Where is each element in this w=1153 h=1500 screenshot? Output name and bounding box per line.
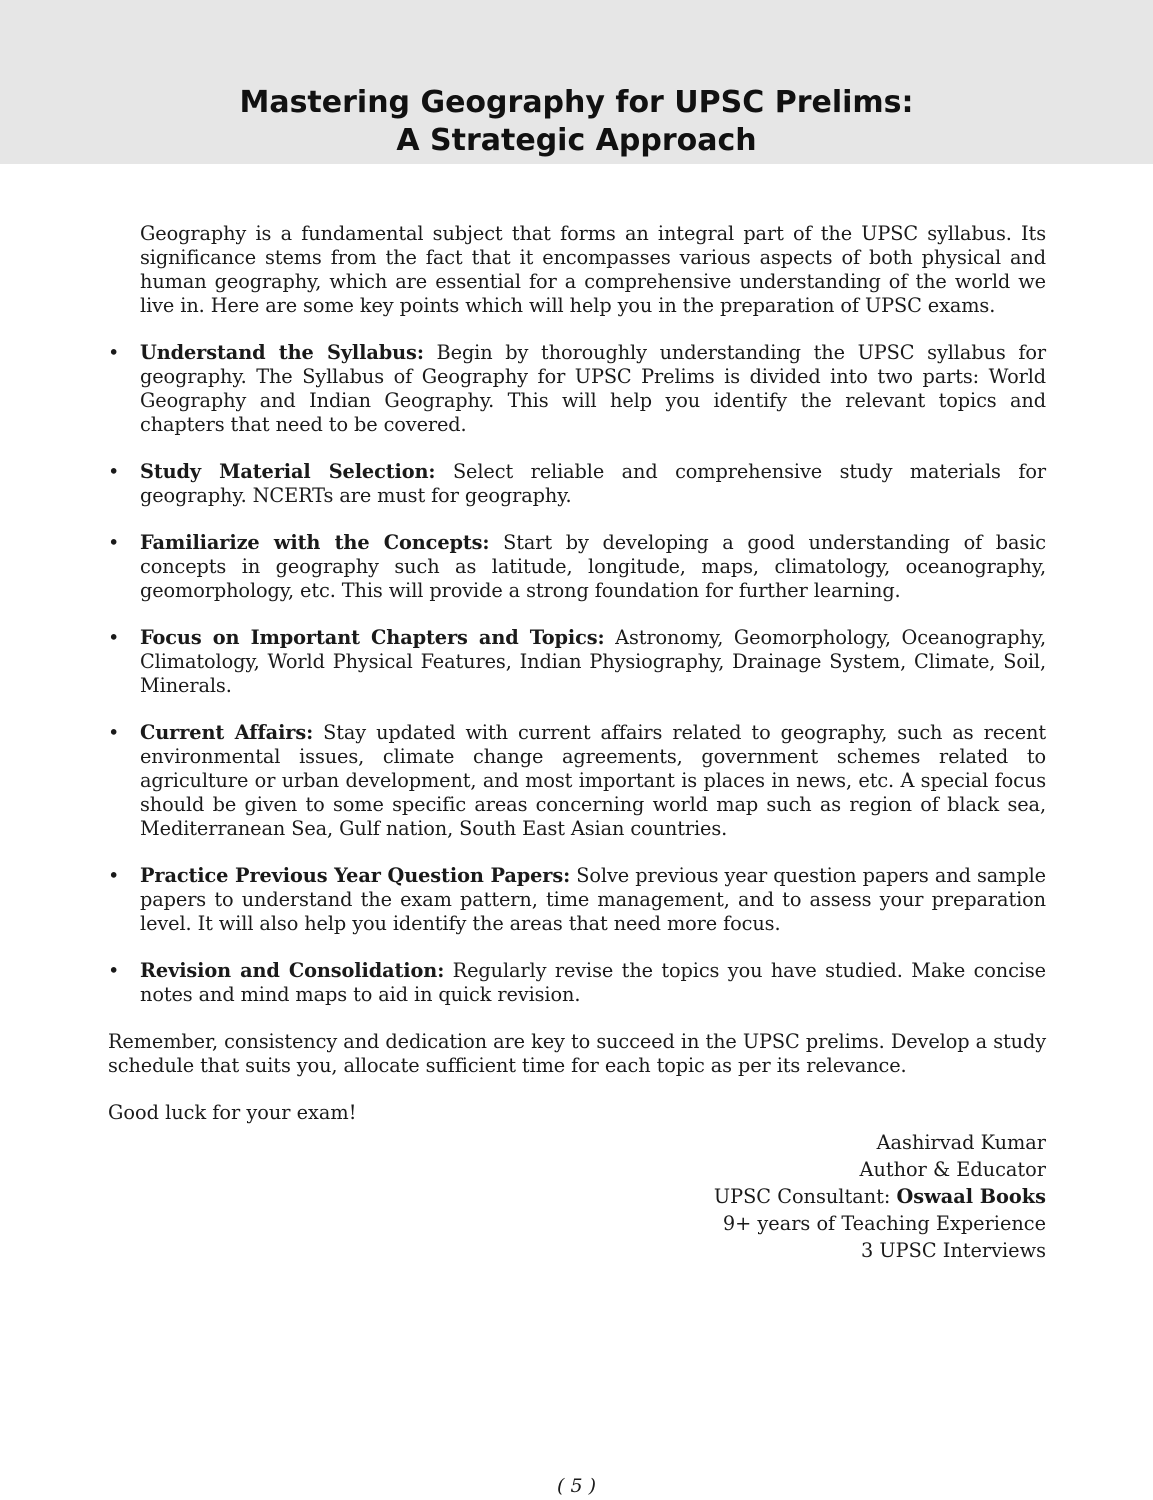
point-term: Focus on Important Chapters and Topics:	[140, 626, 605, 649]
bullet-icon: •	[108, 341, 120, 364]
point-term: Understand the Syllabus:	[140, 341, 424, 364]
bullet-icon: •	[108, 460, 120, 483]
author-signature-block	[108, 1129, 1046, 1264]
consultant-prefix: UPSC Consultant:	[713, 1185, 897, 1208]
consultant-org: Oswaal Books	[896, 1185, 1046, 1208]
list-item	[108, 626, 1046, 698]
list-item	[108, 864, 1046, 936]
list-item	[108, 460, 1046, 508]
point-term: Familiarize with the Concepts:	[140, 531, 490, 554]
list-item	[108, 341, 1046, 437]
author-consultant-line	[108, 1183, 1046, 1210]
point-text: Solve previous year question papers and sample papers to understand the exam pattern, time management, and to assess your preparation level. It will also help you identify the areas that need more focus.	[140, 864, 1046, 935]
point-text: Regularly revise the topics you have studied. Make concise notes and mind maps to aid in quick revision.	[140, 959, 1046, 1006]
point-term: Revision and Consolidation:	[140, 959, 445, 982]
list-item	[108, 721, 1046, 841]
article-body	[108, 222, 1046, 1264]
page-title	[0, 84, 1153, 160]
key-points-list	[108, 341, 1046, 1007]
bullet-icon: •	[108, 864, 120, 887]
list-item	[108, 959, 1046, 1007]
page-number: ( 5 )	[557, 1475, 596, 1497]
point-text: Stay updated with current affairs related to geography, such as recent environmental issues, climate change agreements, government schemes related to agriculture or urban development, and most important is places in news, etc. A special focus should be given to some specific areas concerning world map such as region of black sea, Mediterranean Sea, Gulf nation, South East Asian countries.	[140, 721, 1046, 840]
bullet-icon: •	[108, 531, 120, 554]
point-text: Select reliable and comprehensive study materials for geography. NCERTs are must for geography.	[140, 460, 1046, 507]
author-experience: 9+ years of Teaching Experience	[722, 1212, 1046, 1235]
page-title-line-2: A Strategic Approach	[396, 123, 757, 158]
point-text: Start by developing a good understanding of basic concepts in geography such as latitude, longitude, maps, climatology, oceanography, geomorphology, etc. This will provide a strong foundation for further learning.	[140, 531, 1046, 602]
point-term: Practice Previous Year Question Papers:	[140, 864, 571, 887]
intro-paragraph: Geography is a fundamental subject that forms an integral part of the UPSC syllabus. Its significance stems from the fact that it encompasses various aspects of both physical and human geography, which are essential for a comprehensive understanding of the world we live in. Here are some key points which will help you in the preparation of UPSC exams.	[140, 222, 1046, 317]
bullet-icon: •	[108, 626, 120, 649]
point-term: Study Material Selection:	[140, 460, 436, 483]
bullet-icon: •	[108, 721, 120, 744]
closing-line: Good luck for your exam!	[108, 1101, 357, 1124]
point-text: Begin by thoroughly understanding the UPSC syllabus for geography. The Syllabus of Geography for UPSC Prelims is divided into two parts: World Geography and Indian Geography. This will help you identify the relevant topics and chapters that need to be covered.	[140, 341, 1046, 436]
author-name: Aashirvad Kumar	[876, 1131, 1046, 1154]
point-term: Current Affairs:	[140, 721, 314, 744]
author-role: Author & Educator	[859, 1158, 1046, 1181]
bullet-icon: •	[108, 959, 120, 982]
point-text: Astronomy, Geomorphology, Oceanography, Climatology, World Physical Features, Indian Physiography, Drainage System, Climate, Soil, Minerals.	[140, 626, 1046, 697]
conclusion-paragraph: Remember, consistency and dedication are key to succeed in the UPSC prelims. Develop a study schedule that suits you, allocate sufficient time for each topic as per its relevance.	[108, 1030, 1046, 1077]
author-interviews: 3 UPSC Interviews	[861, 1239, 1046, 1262]
list-item	[108, 531, 1046, 603]
page-title-line-1: Mastering Geography for UPSC Prelims:	[239, 85, 914, 120]
